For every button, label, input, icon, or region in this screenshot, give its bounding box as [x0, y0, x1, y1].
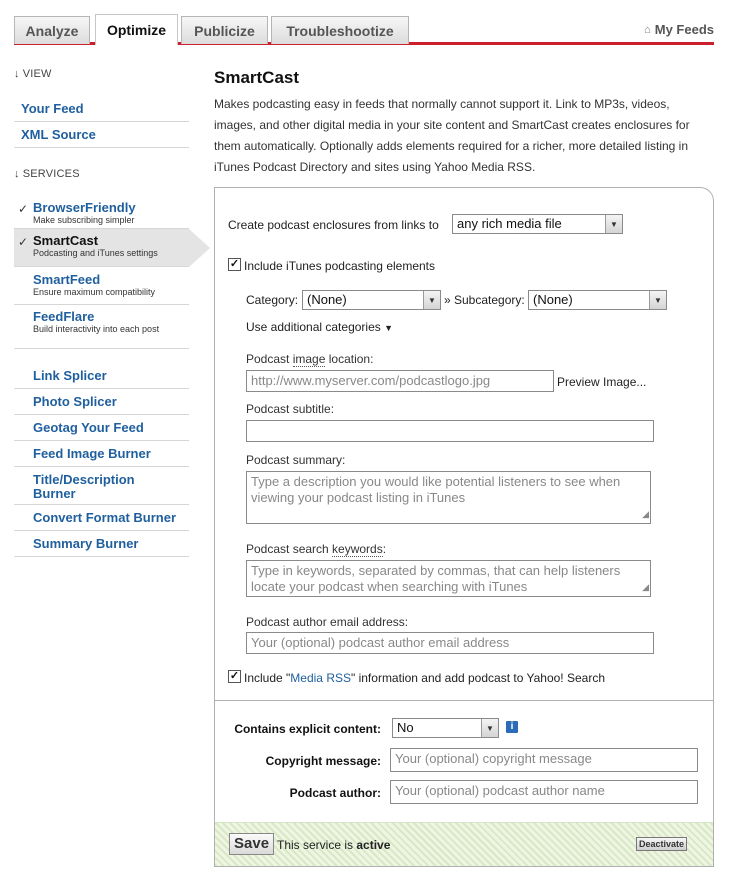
sidebar-service-browserfriendly[interactable] — [14, 199, 189, 229]
status-badge: active — [356, 838, 391, 852]
email-label: Podcast author email address: — [246, 615, 409, 629]
active-pointer — [189, 229, 210, 267]
additional-categories-label: Use additional categories — [246, 320, 381, 334]
service-title: FeedFlare — [33, 309, 95, 324]
author-label: Podcast author: — [289, 786, 381, 800]
keywords-label — [246, 542, 386, 556]
service-desc: Podcasting and iTunes settings — [33, 248, 158, 258]
summary-textarea[interactable] — [246, 471, 651, 524]
subcategory-select[interactable] — [528, 290, 667, 310]
resize-grip-icon[interactable]: ◢ — [642, 509, 649, 519]
summary-placeholder: Type a description you would like potential listeners to see when viewing your podcast listing in iTunes — [251, 474, 621, 505]
itunes-checkbox[interactable]: ✓ — [229, 258, 240, 270]
image-label-term: image — [292, 352, 326, 366]
sidebar-link-xml-source[interactable]: XML Source — [14, 122, 189, 148]
chevron-down-icon: ▼ — [605, 215, 622, 233]
my-feeds-label: My Feeds — [654, 22, 714, 37]
sidebar — [14, 64, 189, 557]
service-desc: Ensure maximum compatibility — [33, 287, 156, 297]
tab-optimize[interactable]: Optimize — [95, 14, 178, 45]
page-title: SmartCast — [214, 68, 300, 87]
check-icon: ✓ — [18, 235, 29, 249]
media-rss-checkbox[interactable]: ✓ — [229, 670, 240, 682]
author-input[interactable]: Your (optional) podcast author name — [390, 780, 698, 804]
media-rss-post: " information and add podcast to Yahoo! Search — [351, 671, 605, 685]
deactivate-button[interactable]: Deactivate — [636, 837, 687, 851]
keywords-label-term: keywords — [332, 542, 383, 556]
sidebar-link-your-feed[interactable]: Your Feed — [14, 96, 189, 122]
services-heading-label: SERVICES — [22, 168, 80, 180]
category-label: Category: — [246, 293, 299, 307]
sidebar-tool-feed-image-burner[interactable]: Feed Image Burner — [14, 441, 189, 467]
copyright-input[interactable]: Your (optional) copyright message — [390, 748, 698, 772]
explicit-select-value: No — [397, 720, 414, 735]
category-select-value: (None) — [307, 292, 347, 307]
service-title: SmartCast — [33, 233, 99, 248]
main-content — [214, 68, 714, 178]
sidebar-service-feedflare[interactable] — [14, 305, 189, 349]
image-location-input[interactable]: http://www.myserver.com/podcastlogo.jpg — [246, 370, 554, 392]
home-icon: ⌂ — [644, 23, 651, 36]
itunes-label: Include iTunes podcasting elements — [244, 259, 436, 273]
email-input[interactable]: Your (optional) podcast author email address — [246, 632, 654, 654]
resize-grip-icon[interactable]: ◢ — [642, 582, 649, 592]
image-label-post: location: — [325, 352, 374, 366]
chevron-down-icon: ▼ — [649, 291, 666, 309]
section-divider — [215, 700, 713, 701]
enclosure-select[interactable] — [452, 214, 623, 234]
info-icon[interactable]: i — [506, 721, 518, 733]
explicit-select[interactable] — [392, 718, 499, 738]
media-rss-label — [244, 671, 605, 685]
service-desc: Make subscribing simpler — [33, 215, 135, 225]
chevron-down-icon: ▼ — [481, 719, 498, 737]
explicit-label: Contains explicit content: — [234, 722, 381, 736]
chevron-down-icon: ▼ — [423, 291, 440, 309]
preview-image-link[interactable]: Preview Image... — [557, 375, 647, 389]
tab-troubleshootize[interactable]: Troubleshootize — [271, 16, 409, 44]
status-prefix: This service is — [277, 838, 357, 852]
services-heading — [14, 164, 189, 184]
tab-analyze[interactable]: Analyze — [14, 16, 90, 44]
copyright-label: Copyright message: — [265, 754, 381, 768]
down-arrow-icon: ↓ — [14, 168, 20, 180]
service-title: BrowserFriendly — [33, 200, 136, 215]
service-title: SmartFeed — [33, 272, 101, 287]
sidebar-tool-convert-format-burner[interactable]: Convert Format Burner — [14, 505, 189, 531]
subtitle-input[interactable] — [246, 420, 654, 442]
my-feeds-link[interactable] — [644, 22, 714, 37]
enclosure-select-value: any rich media file — [457, 216, 562, 231]
check-icon: ✓ — [18, 202, 29, 216]
sidebar-tool-summary-burner[interactable]: Summary Burner — [14, 531, 189, 557]
sidebar-tool-title-description-burner[interactable]: Title/Description Burner — [14, 467, 189, 505]
service-desc: Build interactivity into each post — [33, 324, 160, 334]
additional-categories-link[interactable] — [246, 320, 393, 334]
keywords-label-pre: Podcast search — [246, 542, 333, 556]
settings-panel — [214, 187, 714, 867]
subcategory-label: » Subcategory: — [444, 293, 525, 307]
sidebar-service-smartcast[interactable] — [14, 229, 189, 267]
category-select[interactable] — [302, 290, 441, 310]
media-rss-link[interactable]: Media RSS — [290, 671, 351, 685]
sidebar-tool-link-splicer[interactable]: Link Splicer — [14, 363, 189, 389]
keywords-placeholder: Type in keywords, separated by commas, that can help listeners locate your podcast when searching with iTunes — [251, 563, 621, 594]
image-location-label — [246, 352, 373, 366]
sidebar-tool-geotag[interactable]: Geotag Your Feed — [14, 415, 189, 441]
service-status — [277, 838, 390, 852]
subcategory-select-value: (None) — [533, 292, 573, 307]
enclosure-label: Create podcast enclosures from links to — [228, 218, 439, 232]
keywords-label-post: : — [382, 542, 387, 556]
down-arrow-icon: ↓ — [14, 68, 20, 80]
subtitle-label: Podcast subtitle: — [246, 402, 335, 416]
image-label-pre: Podcast — [246, 352, 293, 366]
media-rss-pre: Include " — [244, 671, 291, 685]
panel-footer — [215, 822, 713, 866]
main-tabs — [14, 14, 714, 45]
keywords-textarea[interactable] — [246, 560, 651, 597]
tab-publicize[interactable]: Publicize — [181, 16, 268, 44]
save-button[interactable]: Save — [229, 833, 274, 855]
view-heading-label: VIEW — [22, 68, 52, 80]
chevron-down-icon: ▼ — [384, 323, 394, 333]
view-heading — [14, 64, 189, 84]
sidebar-service-smartfeed[interactable] — [14, 267, 189, 305]
service-description: Makes podcasting easy in feeds that normally cannot support it. Link to MP3s, videos, images, and other digital media in your site content and SmartCast creates enclosures for them automatically. Optionally adds elements required for a richer, more detailed listing in iTunes Podcast Directory and sites using Yahoo Media RSS. — [214, 97, 690, 174]
summary-label: Podcast summary: — [246, 453, 346, 467]
sidebar-tool-photo-splicer[interactable]: Photo Splicer — [14, 389, 189, 415]
